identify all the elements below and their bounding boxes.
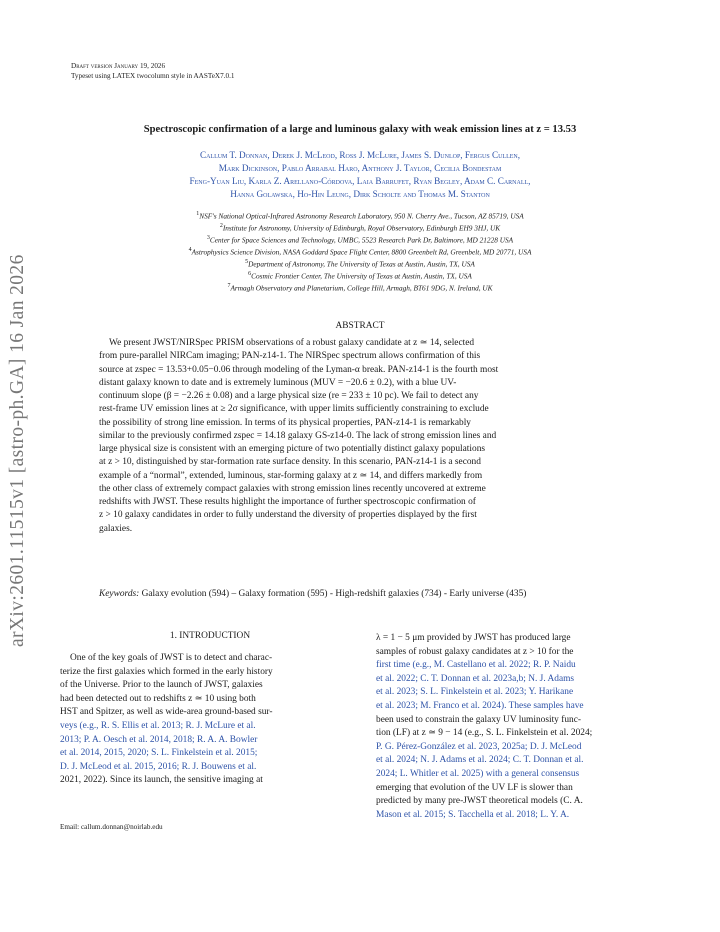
affiliation-2: $^2$Institute for Astronomy, University of Edinburgh, Royal Observatory, Edinburgh EH9 3HJ, UK [219, 223, 501, 233]
abstract-line: at z > 10, distinguished by star-formation rate surface density. In this scenario, PAN-z14-1 is a second [99, 457, 481, 468]
citation-line[interactable]: et al. 2023; S. L. Finkelstein et al. 2023; Y. Harikane [376, 687, 574, 698]
abstract-line: We present JWST/NIRSpec PRISM observations of a robust galaxy candidate at z ≃ 14, selected [109, 338, 475, 348]
author-line-2: Mark Dickinson, Pablo Arrabal Haro, Anthony J. Taylor, Cecilia Bondestam [218, 163, 502, 173]
intro-left-column [60, 652, 344, 788]
abstract-line: continuum slope (β = −2.26 ± 0.08) and a large physical size (re = 233 ± 10 pc). We fail to detect any [99, 391, 479, 401]
body-line: samples of robust galaxy candidates at z > 10 for the [376, 646, 574, 657]
citation-line[interactable]: et al. 2024; N. J. Adams et al. 2024; C. T. Donnan et al. [376, 755, 584, 766]
citation-line[interactable]: et al. 2023; M. Franco et al. 2024). These samples have [376, 700, 584, 711]
affiliation-6: $^6$Cosmic Frontier Center, The University of Texas at Austin, Austin, TX, USA [248, 271, 472, 281]
arxiv-identifier-stamp: arXiv:2601.11515v1 [astro-ph.GA] 16 Jan 2026 [7, 254, 28, 647]
body-line: tion (LF) at z ≃ 9 − 14 (e.g., S. L. Finkelstein et al. 2024; [376, 728, 593, 739]
keywords-text: Galaxy evolution (594) – Galaxy formation (595) - High-redshift galaxies (734) - Early universe (435) [141, 589, 527, 599]
body-line: 2021, 2022). Since its launch, the sensitive imaging at [60, 775, 263, 786]
body-line: One of the key goals of JWST is to detect and charac- [70, 653, 273, 663]
affiliation-4: $^4$Astrophysics Science Division, NASA Goddard Space Flight Center, 8800 Greenbelt Rd, Greenbelt, MD 20771, USA [188, 247, 532, 257]
abstract-line: example of a “normal”, extended, luminous, star-forming galaxy at z ≃ 14, and differs markedly from [99, 470, 483, 481]
abstract-heading: ABSTRACT [335, 321, 385, 331]
typeset-line: Typeset using LATEX twocolumn style in AASTeX7.0.1 [71, 72, 235, 80]
abstract-line: similar to the previously confirmed zspec = 14.18 galaxy GS-z14-0. The lack of strong emission lines and [99, 430, 497, 441]
body-line: HST and Spitzer, as well as wide-area ground-based sur- [60, 707, 273, 718]
citation-line[interactable]: et al. 2014, 2015, 2020; S. L. Finkelstein et al. 2015; [60, 748, 258, 759]
body-line: terize the first galaxies which formed in the early history [60, 666, 273, 677]
abstract-line: redshifts with JWST. These results highlight the importance of further spectroscopic confirmation of [99, 497, 476, 507]
citation-line[interactable]: Mason et al. 2015; S. Tacchella et al. 2018; L. Y. A. [376, 809, 570, 820]
affiliation-3: $^3$Center for Space Sciences and Technology, UMBC, 5523 Research Park Dr, Baltimore, MD 21228 USA [206, 235, 514, 245]
abstract-line: the other class of extremely compact galaxies with strong emission lines recently uncovered at extreme [99, 483, 486, 494]
draft-version-line: Draft version January 19, 2026 [71, 62, 166, 70]
abstract-line: z > 10 galaxy candidates in order to fully understand the diversity of properties displayed by the first [99, 510, 477, 521]
citation-line[interactable]: 2024; L. Whitler et al. 2025) with a general consensus [376, 768, 580, 779]
abstract-line: the possibility of strong line emission. In terms of its physical properties, PAN-z14-1 is remarkably [99, 417, 471, 428]
citation-line[interactable]: first time (e.g., M. Castellano et al. 2022; R. P. Naidu [376, 660, 576, 671]
corresponding-email[interactable]: Email: callum.donnan@noirlab.edu [60, 823, 163, 831]
abstract-line: large physical size is consistent with an emerging picture of two potentially distinct galaxy populations [99, 444, 486, 454]
abstract-line: distant galaxy known to date and is extremely luminous (MUV = −20.6 ± 0.2), with a blue UV- [99, 377, 457, 388]
abstract-line: rest-frame UV emission lines at ≥ 2σ significance, with upper limits sufficiently constraining to exclude [99, 404, 489, 415]
author-line-1: Callum T. Donnan, Derek J. McLeod, Ross J. McLure, James S. Dunlop, Fergus Cullen, [199, 150, 521, 160]
body-line: had been detected out to redshifts z ≃ 10 using both [60, 693, 256, 704]
citation-line[interactable]: 2013; P. A. Oesch et al. 2014, 2018; R. A. A. Bowler [60, 734, 258, 745]
abstract-line: from pure-parallel NIRCam imaging; PAN-z14-1. The NIRSpec spectrum allows confirmation of this [99, 351, 481, 362]
abstract-line: galaxies. [99, 523, 133, 534]
author-line-4: Hanna Golawska, Ho-Hin Leung, Dirk Scholte and Thomas M. Stanton [230, 189, 490, 199]
citation-line[interactable]: et al. 2022; C. T. Donnan et al. 2023a,b; N. J. Adams [376, 673, 575, 684]
author-line-3: Feng-Yuan Liu, Karla Z. Arellano-Córdova, Laia Barrufet, Ryan Begley, Adam C. Carnall, [189, 176, 531, 186]
citation-line[interactable]: D. J. McLeod et al. 2015, 2016; R. J. Bouwens et al. [60, 761, 257, 772]
keywords [99, 587, 621, 601]
citation-line[interactable]: P. G. Pérez-González et al. 2023, 2025a; D. J. McLeod [376, 741, 582, 752]
abstract-line: source at zspec = 13.53+0.05−0.06 through modeling of the Lyman-α break. PAN-z14-1 is the fourth most [99, 364, 499, 375]
citation-line[interactable]: veys (e.g., R. S. Ellis et al. 2013; R. J. McLure et al. [60, 720, 256, 731]
affiliation-1: $^1$NSF's National Optical-Infrared Astronomy Research Laboratory, 950 N. Cherry Ave., Tucson, AZ 85719, USA [196, 211, 524, 221]
paper-title: Spectroscopic confirmation of a large and luminous galaxy with weak emission lines at z = 13.53 [143, 124, 577, 135]
keywords-label: Keywords: [99, 589, 140, 599]
intro-right-column [376, 632, 660, 822]
body-line: λ = 1 − 5 μm provided by JWST has produced large [376, 633, 571, 643]
body-line: been used to constrain the galaxy UV luminosity func- [376, 714, 581, 725]
affiliation-5: $^5$Department of Astronomy, The University of Texas at Austin, Austin, TX, USA [245, 259, 475, 269]
body-line: of the Universe. Prior to the launch of JWST, galaxies [60, 680, 263, 691]
body-line: emerging that evolution of the UV LF is slower than [376, 782, 573, 793]
abstract-body [99, 337, 621, 536]
affiliation-7: $^7$Armagh Observatory and Planetarium, College Hill, Armagh, BT61 9DG, N. Ireland, UK [227, 283, 493, 293]
body-line: predicted by many pre-JWST theoretical models (C. A. [376, 796, 583, 807]
section-heading-introduction: 1. INTRODUCTION [169, 631, 251, 641]
